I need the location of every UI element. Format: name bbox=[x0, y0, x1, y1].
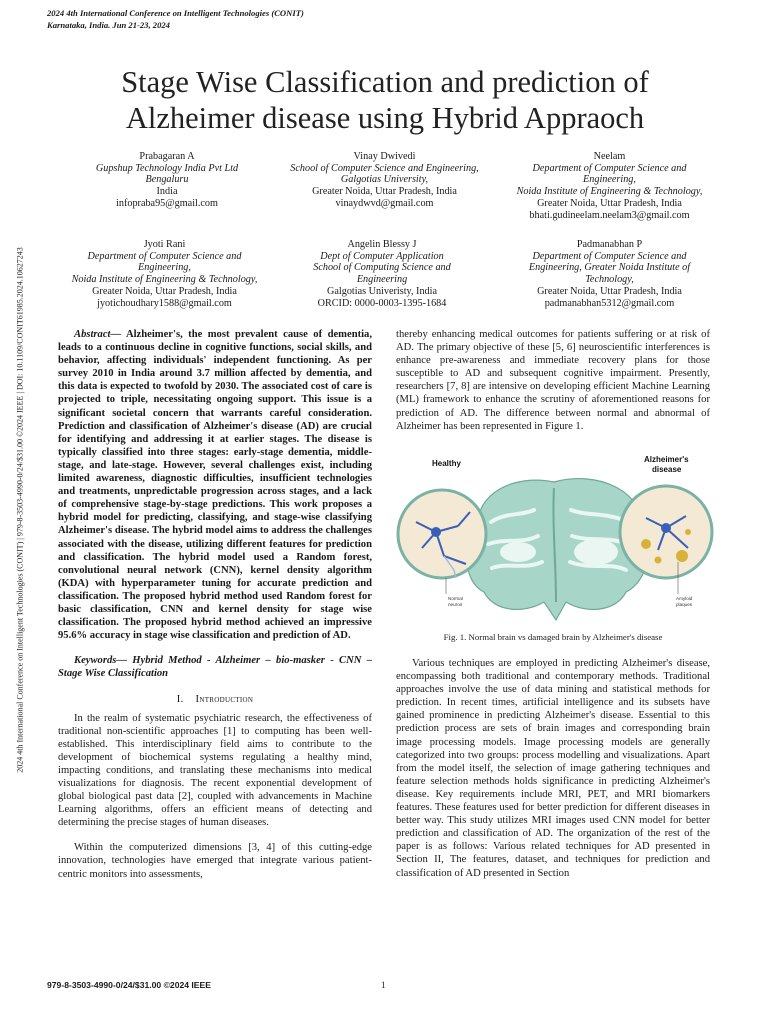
author-email: vinaydwvd@gmail.com bbox=[335, 197, 434, 209]
author-affiliation: Engineering bbox=[356, 274, 408, 286]
keywords: Keywords— Hybrid Method - Alzheimer – bio-masker - CNN – Stage Wise Classification bbox=[58, 655, 372, 680]
author-name: Prabagaran A bbox=[139, 151, 195, 162]
author-affiliation: Noida Institute of Engineering & Technology, bbox=[71, 274, 258, 286]
author-affiliation: Dept of Computer Application bbox=[320, 250, 444, 262]
author-name: Neelam bbox=[593, 151, 626, 162]
author-name: Jyoti Rani bbox=[143, 239, 186, 250]
right-paragraph-techniques: Various techniques are employed in predicting Alzheimer's disease, encompassing both traditional and contemporary methods. Traditional approaches involve the use of data mining and statistical methods for prediction. In recent times, artificial intelligence and its subsets have gained prominence in predicting Alzheimer's disease. Essential to this prediction process are sets of brain images and corresponding brain image processing models. Image processing models are generally categorized into two groups: process modelling and visualizations. Apart from the model itself, the selection of image gathering techniques and feature selection methods holds significance in predicting Alzheimer's disease. Key requirements include MRI, PET, and MRI biomarkers features. These features used for better prediction for different diseases in better way. This study utilizes MRI images used CNN model for better prediction and classification of AD. The organization of the rest of the paper is as follows: Various related techniques for AD presented in Section II, The features, dataset, and techniques for prediction and classification of AD presented in Section bbox=[396, 658, 710, 879]
doi-side-strip bbox=[14, 190, 26, 830]
doi-side-text: 2024 4th International Conference on Intelligent Technologies (CONIT) | 979-8-3503-4990-0/24/$31.00 ©2024 IEEE | DOI: 10.1109/CONIT61985.2024.10627243 bbox=[15, 247, 25, 773]
author-email: jyotichoudhary1588@gmail.com bbox=[97, 297, 232, 309]
figure-brain-comparison bbox=[396, 452, 716, 622]
figure-caption: Fig. 1. Normal brain vs damaged brain by Alzheimer's disease bbox=[443, 632, 663, 642]
author-affiliation: School of Computing Science and bbox=[313, 262, 451, 274]
author-email: padmanabhan5312@gmail.com bbox=[544, 297, 675, 309]
section-heading-introduction bbox=[58, 693, 372, 706]
author-affiliation: Engineering, Greater Noida Institute of bbox=[528, 262, 691, 274]
label-plaques: plaques bbox=[676, 602, 693, 607]
left-column bbox=[58, 328, 372, 881]
author-block-6 bbox=[497, 239, 722, 309]
author-affiliation: Technology, bbox=[585, 274, 634, 286]
abstract-lead: Abstract— bbox=[74, 329, 122, 340]
author-block-5 bbox=[277, 239, 487, 309]
author-affiliation: Galgotias University, bbox=[340, 174, 429, 186]
paper-title: Stage Wise Classification and prediction of Alzheimer disease using Hybrid Appraoch bbox=[121, 65, 649, 135]
section-number: I. bbox=[176, 694, 184, 706]
label-alzheimers: Alzheimer's bbox=[644, 455, 689, 464]
author-location: India bbox=[156, 186, 178, 198]
author-email: infopraba95@gmail.com bbox=[116, 197, 218, 209]
footer-copyright: 979-8-3503-4990-0/24/$31.00 ©2024 IEEE bbox=[47, 980, 212, 990]
label-amyloid: Amyloid bbox=[676, 596, 693, 601]
alzheimer-neuron-inset bbox=[620, 486, 712, 578]
right-column-lower bbox=[396, 657, 710, 880]
abstract bbox=[58, 328, 372, 642]
author-affiliation: Department of Computer Science and bbox=[87, 250, 242, 262]
author-name: Vinay Dwivedi bbox=[353, 151, 416, 162]
author-location: Galgotias Univeristy, India bbox=[327, 285, 437, 297]
label-healthy: Healthy bbox=[432, 459, 461, 468]
author-block-3 bbox=[497, 151, 722, 221]
author-block-4 bbox=[52, 239, 277, 309]
author-location: Greater Noida, Uttar Pradesh, India bbox=[92, 285, 237, 297]
author-location: Greater Noida, Uttar Pradesh, India bbox=[312, 186, 457, 198]
label-disease: disease bbox=[652, 465, 682, 474]
author-block-1 bbox=[62, 151, 272, 210]
author-location: Greater Noida, Uttar Pradesh, India bbox=[537, 197, 682, 209]
author-name: Padmanabhan P bbox=[576, 239, 643, 250]
intro-paragraph-1: In the realm of systematic psychiatric research, the effectiveness of traditional non-scientific approaches [1] to computing has been well-established. This interdisciplinary field aims to contribute to the development of biochemical systems regulating a healthy mind, impacting conditions, and translating these mechanisms into medical visualizations for diagnosis. The recent exponential development of global biological past data [2], coupled with advancements in Machine Learning algorithms, offers an efficient means of detecting and determining the precise stages of human diseases. bbox=[58, 712, 372, 829]
author-email: bhati.gudineelam.neelam3@gmail.com bbox=[529, 209, 690, 221]
author-block-2 bbox=[272, 151, 497, 210]
author-affiliation: Noida Institute of Engineering & Technology, bbox=[516, 186, 703, 198]
right-column bbox=[396, 328, 710, 433]
author-affiliation: Department of Computer Science and bbox=[532, 162, 687, 174]
conference-name: 2024 4th International Conference on Intelligent Technologies (CONIT) bbox=[47, 8, 304, 18]
page-number: 1 bbox=[381, 980, 386, 990]
right-paragraph-continued: thereby enhancing medical outcomes for patients suffering or at risk of AD. The primary objective of these [5, 6] neuroscientific interferences is enhance pre-awareness and immediate recovery plans for those susceptible to AD and subsequent cognitive impairment. Presently, researchers [7, 8] are intensive on developing efficient Machine Learning (ML) framework to enhance the scrutiny of aforementioned reasons for prediction of AD. The difference between normal and abnormal of Alzheimer has been represented in Figure 1. bbox=[396, 329, 710, 432]
abstract-text: Alzheimer's, the most prevalent cause of dementia, leads to a continuous decline in cognitive functions, social skills, and behavior, affecting individuals' independent functioning. As per survey 2010 in India around 3.7 million affected by dementia, and this data is expected to twofold by 2030. The associated cost of care is projected to triple, necessitating ongoing support. This issue is a significant societal concern that warrants careful consideration. Prediction and classification of Alzheimer's disease (AD) are crucial for identifying and addressing it at earlier stages. The disease is typically classified into three stages: early-stage dementia, middle-stage, and late-stage. However, several challenges exist, including limited awareness, diagnostic difficulties, insufficient technologies and treatments, unpredictable progression across stages, and a lack of comprehensive stage-by-stage predictions. This work proposes a hybrid model for predicting, classifying, and stage-wise classifying Alzheimer's disease. The hybrid model aims to address the challenges associated with the disease, utilizing different features for prediction and classification. The hybrid model used a Random forest, convolutional neural network (CNN), kernel density algorithm (KDA) with hyperparameter tuning for accurate prediction and classification. The proposed hybrid method used Random forest for basic classification, CNN and kernel density for stage wise classification. The proposed hybrid method achieved an impressive 95.6% accuracy in stage wise classification and prediction of AD. bbox=[58, 329, 372, 642]
author-name: Angelin Blessy J bbox=[347, 239, 417, 250]
label-neuron: neuron bbox=[448, 602, 463, 607]
intro-paragraph-2: Within the computerized dimensions [3, 4] of this cutting-edge innovation, technologies have emerged that integrate various patient-centric monitors into assessments, bbox=[58, 842, 372, 880]
brain-illustration bbox=[467, 479, 647, 620]
section-title: Introduction bbox=[195, 694, 254, 706]
author-affiliation: Department of Computer Science and bbox=[532, 250, 687, 262]
label-normal: Normal bbox=[448, 596, 463, 601]
author-affiliation: School of Computer Science and Engineering, bbox=[290, 162, 479, 174]
healthy-neuron-inset bbox=[398, 490, 486, 578]
conference-location-date: Karnataka, India. Jun 21-23, 2024 bbox=[47, 20, 170, 30]
author-location: Greater Noida, Uttar Pradesh, India bbox=[537, 285, 682, 297]
author-affiliation: Bengaluru bbox=[145, 174, 189, 186]
author-affiliation: Engineering, bbox=[583, 174, 636, 186]
author-affiliation: Engineering, bbox=[138, 262, 191, 274]
author-affiliation: Gupshup Technology India Pvt Ltd bbox=[95, 162, 239, 174]
author-email: ORCID: 0000-0003-1395-1684 bbox=[317, 297, 447, 309]
